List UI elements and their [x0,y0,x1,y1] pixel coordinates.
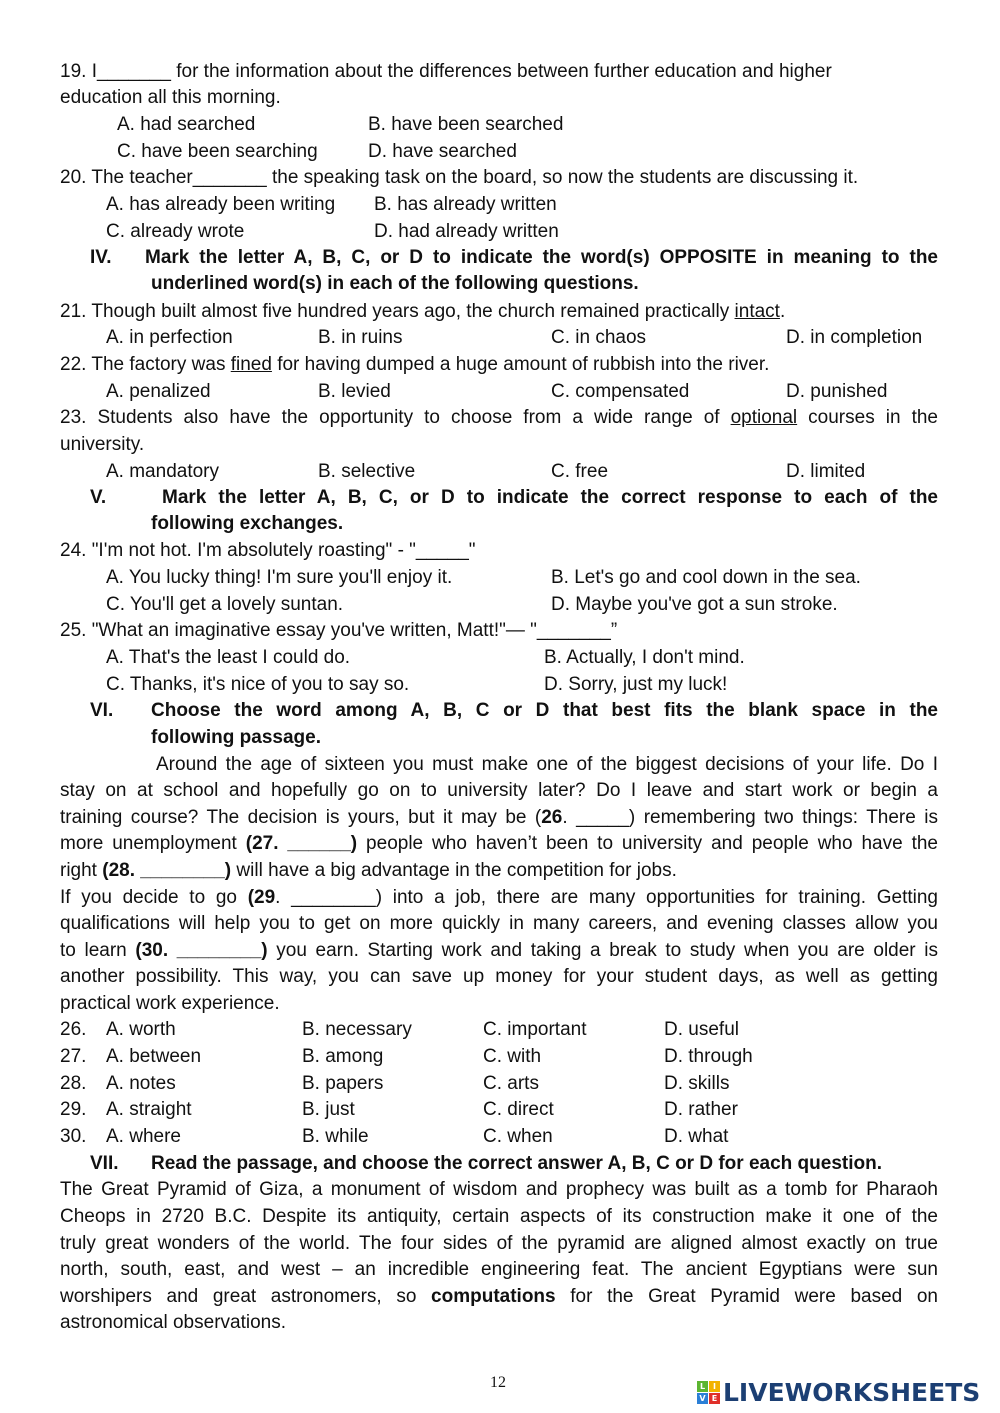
option-b: B. among [302,1046,384,1067]
answer-number: 29. [60,1099,87,1120]
passage1-line: stay on at school and hopefully go on to university later? Do I leave and start work or begin a [60,780,938,801]
passage1-line: another possibility. This way, you can save up money for your student days, as well as getting [60,966,938,987]
q19-stem: 19. I_______ for the information about the differences between further education and higher [60,61,832,82]
passage-text: will have a big advantage in the competition for jobs. [231,860,677,881]
q23-text: 23. Students also have the opportunity to choose from a wide range of [60,407,731,428]
answer-number: 30. [60,1126,87,1147]
q22-text: 22. The factory was [60,354,231,375]
logo-cube-icon [697,1381,720,1404]
passage1-line [60,831,938,857]
q21-text: 21. Though built almost five hundred years ago, the church remained practically [60,301,735,322]
option-b: B. just [302,1099,355,1120]
section-iv-instruction: Mark the letter A, B, C, or D to indicate the word(s) OPPOSITE in meaning to the [145,247,938,268]
passage-text: people who haven’t been to university and people who have the [357,833,938,854]
section-vii-number: VII. [90,1153,119,1174]
q25-option-a: A. That's the least I could do. [106,647,351,668]
section-v-instruction: Mark the letter A, B, C, or D to indicate the correct response to each of the [162,487,938,508]
q25-option-b: B. Actually, I don't mind. [544,647,745,668]
q21-option-c: C. in chaos [551,327,647,348]
option-b: B. papers [302,1073,384,1094]
passage-text: training course? The decision is yours, but it may be ( [60,807,542,828]
passage-text: for the Great Pyramid were based on [555,1286,938,1307]
section-iv-instruction-cont: underlined word(s) in each of the following questions. [151,273,639,294]
passage1-line: practical work experience. [60,993,280,1014]
logo-cube-letter: I [709,1381,720,1392]
q19-option-d: D. have searched [368,141,517,162]
blank-29-number: (29 [247,887,276,908]
option-a: A. notes [106,1073,176,1094]
logo-text: LIVEWORKSHEETS [723,1378,981,1407]
option-c: C. direct [483,1099,554,1120]
blank-26: . _____) remembering two things: There is [562,807,938,828]
answer-number: 27. [60,1046,87,1067]
q22-stem [60,352,769,378]
passage1-line: Around the age of sixteen you must make one of the biggest decisions of your life. Do I [156,754,938,775]
passage1-line: qualifications will help you to get on more quickly in many careers, and evening classes allow you [60,913,938,934]
option-c: C. when [483,1126,553,1147]
q22-option-c: C. compensated [551,381,690,402]
section-iv-number: IV. [90,247,112,268]
option-d: D. skills [664,1073,730,1094]
q19-option-c: C. have been searching [117,141,318,162]
option-a: A. worth [106,1019,176,1040]
passage-text: right [60,860,103,881]
option-a: A. where [106,1126,181,1147]
logo-cube-letter: V [697,1393,708,1404]
q21-text-end: . [779,301,786,322]
q23-stem [60,405,938,431]
q19-option-b: B. have been searched [368,114,564,135]
q25-option-c: C. Thanks, it's nice of you to say so. [106,674,410,695]
page-number: 12 [490,1374,506,1391]
option-d: D. rather [664,1099,738,1120]
q20-stem: 20. The teacher_______ the speaking task on the board, so now the students are discussing it. [60,167,859,188]
option-d: D. through [664,1046,753,1067]
answer-number: 28. [60,1073,87,1094]
q23-option-c: C. free [551,461,609,482]
passage2-line: astronomical observations. [60,1312,286,1333]
passage2-line: Cheops in 2720 B.C. Despite its antiquity, certain aspects of its construction make it one of the [60,1206,938,1227]
blank-29: . ________) into a job, there are many opportunities for training. Getting [275,887,938,908]
passage-text: to learn [60,940,136,961]
q24-option-d: D. Maybe you've got a sun stroke. [551,594,838,615]
q21-underlined-word: intact [734,301,780,322]
passage-text: more unemployment [60,833,246,854]
option-c: C. arts [483,1073,539,1094]
q23-option-a: A. mandatory [106,461,219,482]
passage1-line [60,938,938,964]
q23-option-d: D. limited [786,461,866,482]
passage1-line [60,805,938,831]
passage-text: If you decide to go [60,887,248,908]
option-b: B. necessary [302,1019,412,1040]
q23-text-end: courses in the [797,407,938,428]
q25-option-d: D. Sorry, just my luck! [544,674,728,695]
option-d: D. useful [664,1019,739,1040]
section-vii-instruction: Read the passage, and choose the correct answer A, B, C or D for each question. [151,1153,882,1174]
q24-option-b: B. Let's go and cool down in the sea. [551,567,861,588]
section-v-number: V. [90,487,107,508]
q24-stem: 24. "I'm not hot. I'm absolutely roasting" - "_____" [60,540,476,561]
section-vi-instruction: Choose the word among A, B, C or D that best fits the blank space in the [151,700,938,721]
blank-28: (28. ________) [102,860,232,881]
passage2-line: north, south, east, and west – an incredible engineering feat. The ancient Egyptians were sun [60,1259,938,1280]
logo-cube-letter: E [709,1393,720,1404]
q20-option-d: D. had already written [374,221,559,242]
q22-option-b: B. levied [318,381,391,402]
option-b: B. while [302,1126,369,1147]
q22-text-end: for having dumped a huge amount of rubbish into the river. [271,354,770,375]
q23-stem-cont: university. [60,434,145,455]
q22-underlined-word: fined [230,354,272,375]
q24-option-c: C. You'll get a lovely suntan. [106,594,344,615]
q22-option-a: A. penalized [106,381,211,402]
q21-option-b: B. in ruins [318,327,403,348]
passage1-line [60,858,677,884]
q20-option-c: C. already wrote [106,221,245,242]
section-vi-instruction-cont: following passage. [151,727,321,748]
blank-27: (27. ______) [245,833,358,854]
q24-option-a: A. You lucky thing! I'm sure you'll enjoy it. [106,567,453,588]
q19-option-a: A. had searched [117,114,256,135]
liveworksheets-logo [697,1378,980,1407]
option-c: C. with [483,1046,542,1067]
logo-cube-letter: L [697,1381,708,1392]
passage-text: worshipers and great astronomers, so [60,1286,432,1307]
q21-option-a: A. in perfection [106,327,233,348]
option-a: A. between [106,1046,202,1067]
section-v-instruction-cont: following exchanges. [151,513,344,534]
passage2-line: truly great wonders of the world. The four sides of the pyramid are aligned almost exactly on true [60,1233,938,1254]
option-d: D. what [664,1126,729,1147]
passage2-line: The Great Pyramid of Giza, a monument of wisdom and prophecy was built as a tomb for Pharaoh [60,1179,938,1200]
q20-option-a: A. has already been writing [106,194,336,215]
bold-keyword: computations [431,1286,556,1307]
q20-option-b: B. has already written [374,194,557,215]
q21-option-d: D. in completion [786,327,923,348]
answer-number: 26. [60,1019,87,1040]
section-vi-number: VI. [90,700,114,721]
q21-stem [60,299,785,325]
q22-option-d: D. punished [786,381,888,402]
option-c: C. important [483,1019,587,1040]
passage2-line [60,1284,938,1310]
q19-stem-cont: education all this morning. [60,87,281,108]
q23-option-b: B. selective [318,461,416,482]
passage1-line [60,885,938,911]
option-a: A. straight [106,1099,192,1120]
q25-stem: 25. "What an imaginative essay you've written, Matt!"— "_______” [60,620,618,641]
blank-26-number: 26 [541,807,563,828]
q23-underlined-word: optional [730,407,798,428]
passage-text: you earn. Starting work and taking a break to study when you are older is [267,940,938,961]
blank-30: (30. ________) [135,940,268,961]
